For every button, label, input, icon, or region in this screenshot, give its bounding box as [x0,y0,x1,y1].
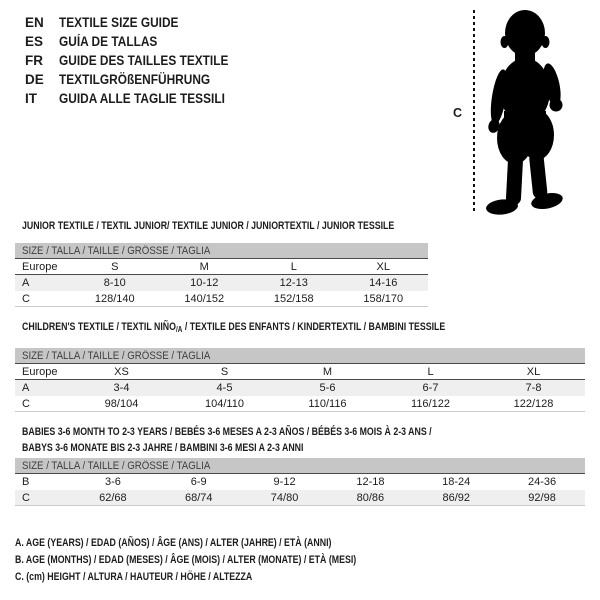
cell: 7-8 [525,382,542,394]
cell: 14-16 [369,277,398,289]
row-label: A [22,382,30,394]
junior-table-title: JUNIOR TEXTILE / TEXTIL JUNIOR/ TEXTILE JUNIOR / JUNIORTEXTIL / JUNIOR TESSILE [22,220,395,232]
height-dashed-line [473,10,475,212]
column-header: M [322,366,333,378]
table-header-row [15,364,585,380]
subscript: /A [175,325,183,334]
language-code: ES [25,34,44,49]
language-code: IT [25,91,37,106]
cell: 68/74 [184,492,213,504]
row-label: A [22,277,30,289]
language-title: GUIDE DES TAILLES TEXTILE [59,53,229,68]
table-row-a [15,275,428,291]
cell: 18-24 [442,476,471,488]
language-title: GUIDA ALLE TAGLIE TESSILI [59,91,225,106]
table-row-c [15,291,428,307]
column-header: Europe [22,261,58,273]
column-header: S [220,366,229,378]
language-title: TEXTILGRÖßENFÜHRUNG [59,72,211,87]
table-row-b [15,474,585,490]
row-label: C [22,492,30,504]
footnotes [15,535,442,586]
cell: 110/116 [308,398,347,410]
cell: 116/122 [411,398,450,410]
language-list [25,13,252,108]
column-header: L [290,261,297,273]
cell: 92/98 [528,492,556,504]
language-title: GUÍA DE TALLAS [59,34,158,49]
row-label: C [22,398,30,410]
row-label: C [22,293,30,305]
footnote-a: A. AGE (YEARS) / EDAD (AÑOS) / ÂGE (ANS) / ALTER (JAHRE) / ETÀ (ANNI) [15,537,332,549]
cell: 152/158 [273,293,314,305]
cell: 104/110 [205,398,244,410]
language-code: EN [25,15,44,30]
size-header-bar: SIZE / TALLA / TAILLE / GRÖSSE / TAGLIA [15,243,428,259]
footnote-b: B. AGE (MONTHS) / EDAD (MESES) / ÂGE (MOIS) / ALTER (MONATE) / ETÀ (MESI) [15,554,357,566]
babies-table-title: BABIES 3-6 MONTH TO 2-3 YEARS / BEBÉS 3-6 MESES A 2-3 AÑOS / BÉBÉS 3-6 MOIS À 2-3 ANS / BABYS 3-6 MONATE BIS 2-3 JAHRE / BAMBINI 3-6 MESI A 2-3 ANNI [22,426,432,454]
table-row-c [15,396,585,412]
language-code: FR [25,53,43,68]
cell: 140/152 [184,293,225,305]
language-row-de [25,70,252,89]
language-code: DE [25,72,44,87]
childrens-table-title: CHILDREN'S TEXTILE / TEXTIL $NIÑO_{/A}$ / TEXTILE DES ENFANTS / KINDERTEXTIL / BAMBINI TESSILE [22,321,446,334]
footnote-c: C. (cm) HEIGHT / ALTURA / HAUTEUR / HÖHE / ALTEZZA [15,571,253,583]
column-header: Europe [22,366,58,378]
cell: 128/140 [94,293,135,305]
table-header-row [15,259,428,275]
column-header: XL [526,366,541,378]
cell: 9-12 [273,476,296,488]
size-header-bar: SIZE / TALLA / TAILLE / GRÖSSE / TAGLIA [15,348,585,364]
cell: 3-6 [104,476,121,488]
cell: 80/86 [356,492,385,504]
column-header: S [111,261,119,273]
cell: 5-6 [319,382,336,394]
cell: 8-10 [103,277,126,289]
cell: 122/128 [513,398,554,410]
babies-textile-table [15,424,585,506]
junior-textile-table [15,220,428,307]
language-row-it [25,89,252,108]
language-row-en [25,13,252,32]
cell: 98/104 [104,398,139,410]
cell: 12-18 [356,476,385,488]
size-header-bar: SIZE / TALLA / TAILLE / GRÖSSE / TAGLIA [15,458,585,474]
cell: 6-7 [422,382,439,394]
cell: 158/170 [363,293,404,305]
language-row-fr [25,51,252,70]
column-header: XS [114,366,129,378]
baby-silhouette-icon [486,9,572,215]
column-header: L [427,366,434,378]
column-header: M [199,261,209,273]
table-row-a [15,380,585,396]
cell: 24-36 [527,476,557,488]
cell: 10-12 [190,277,219,289]
cell: 3-4 [113,382,130,394]
cell: 86/92 [442,492,470,504]
cell: 6-9 [190,476,207,488]
table-row-c [15,490,585,506]
cell: 4-5 [216,382,233,394]
cell: 62/68 [99,492,127,504]
height-measure-label: C [453,106,463,120]
language-title: TEXTILE SIZE GUIDE [59,15,179,30]
cell: 74/80 [270,492,299,504]
column-header: XL [376,261,390,273]
row-label: B [22,476,30,488]
childrens-textile-table [15,321,585,412]
cell: 12-13 [279,277,308,289]
language-row-es [25,32,252,51]
